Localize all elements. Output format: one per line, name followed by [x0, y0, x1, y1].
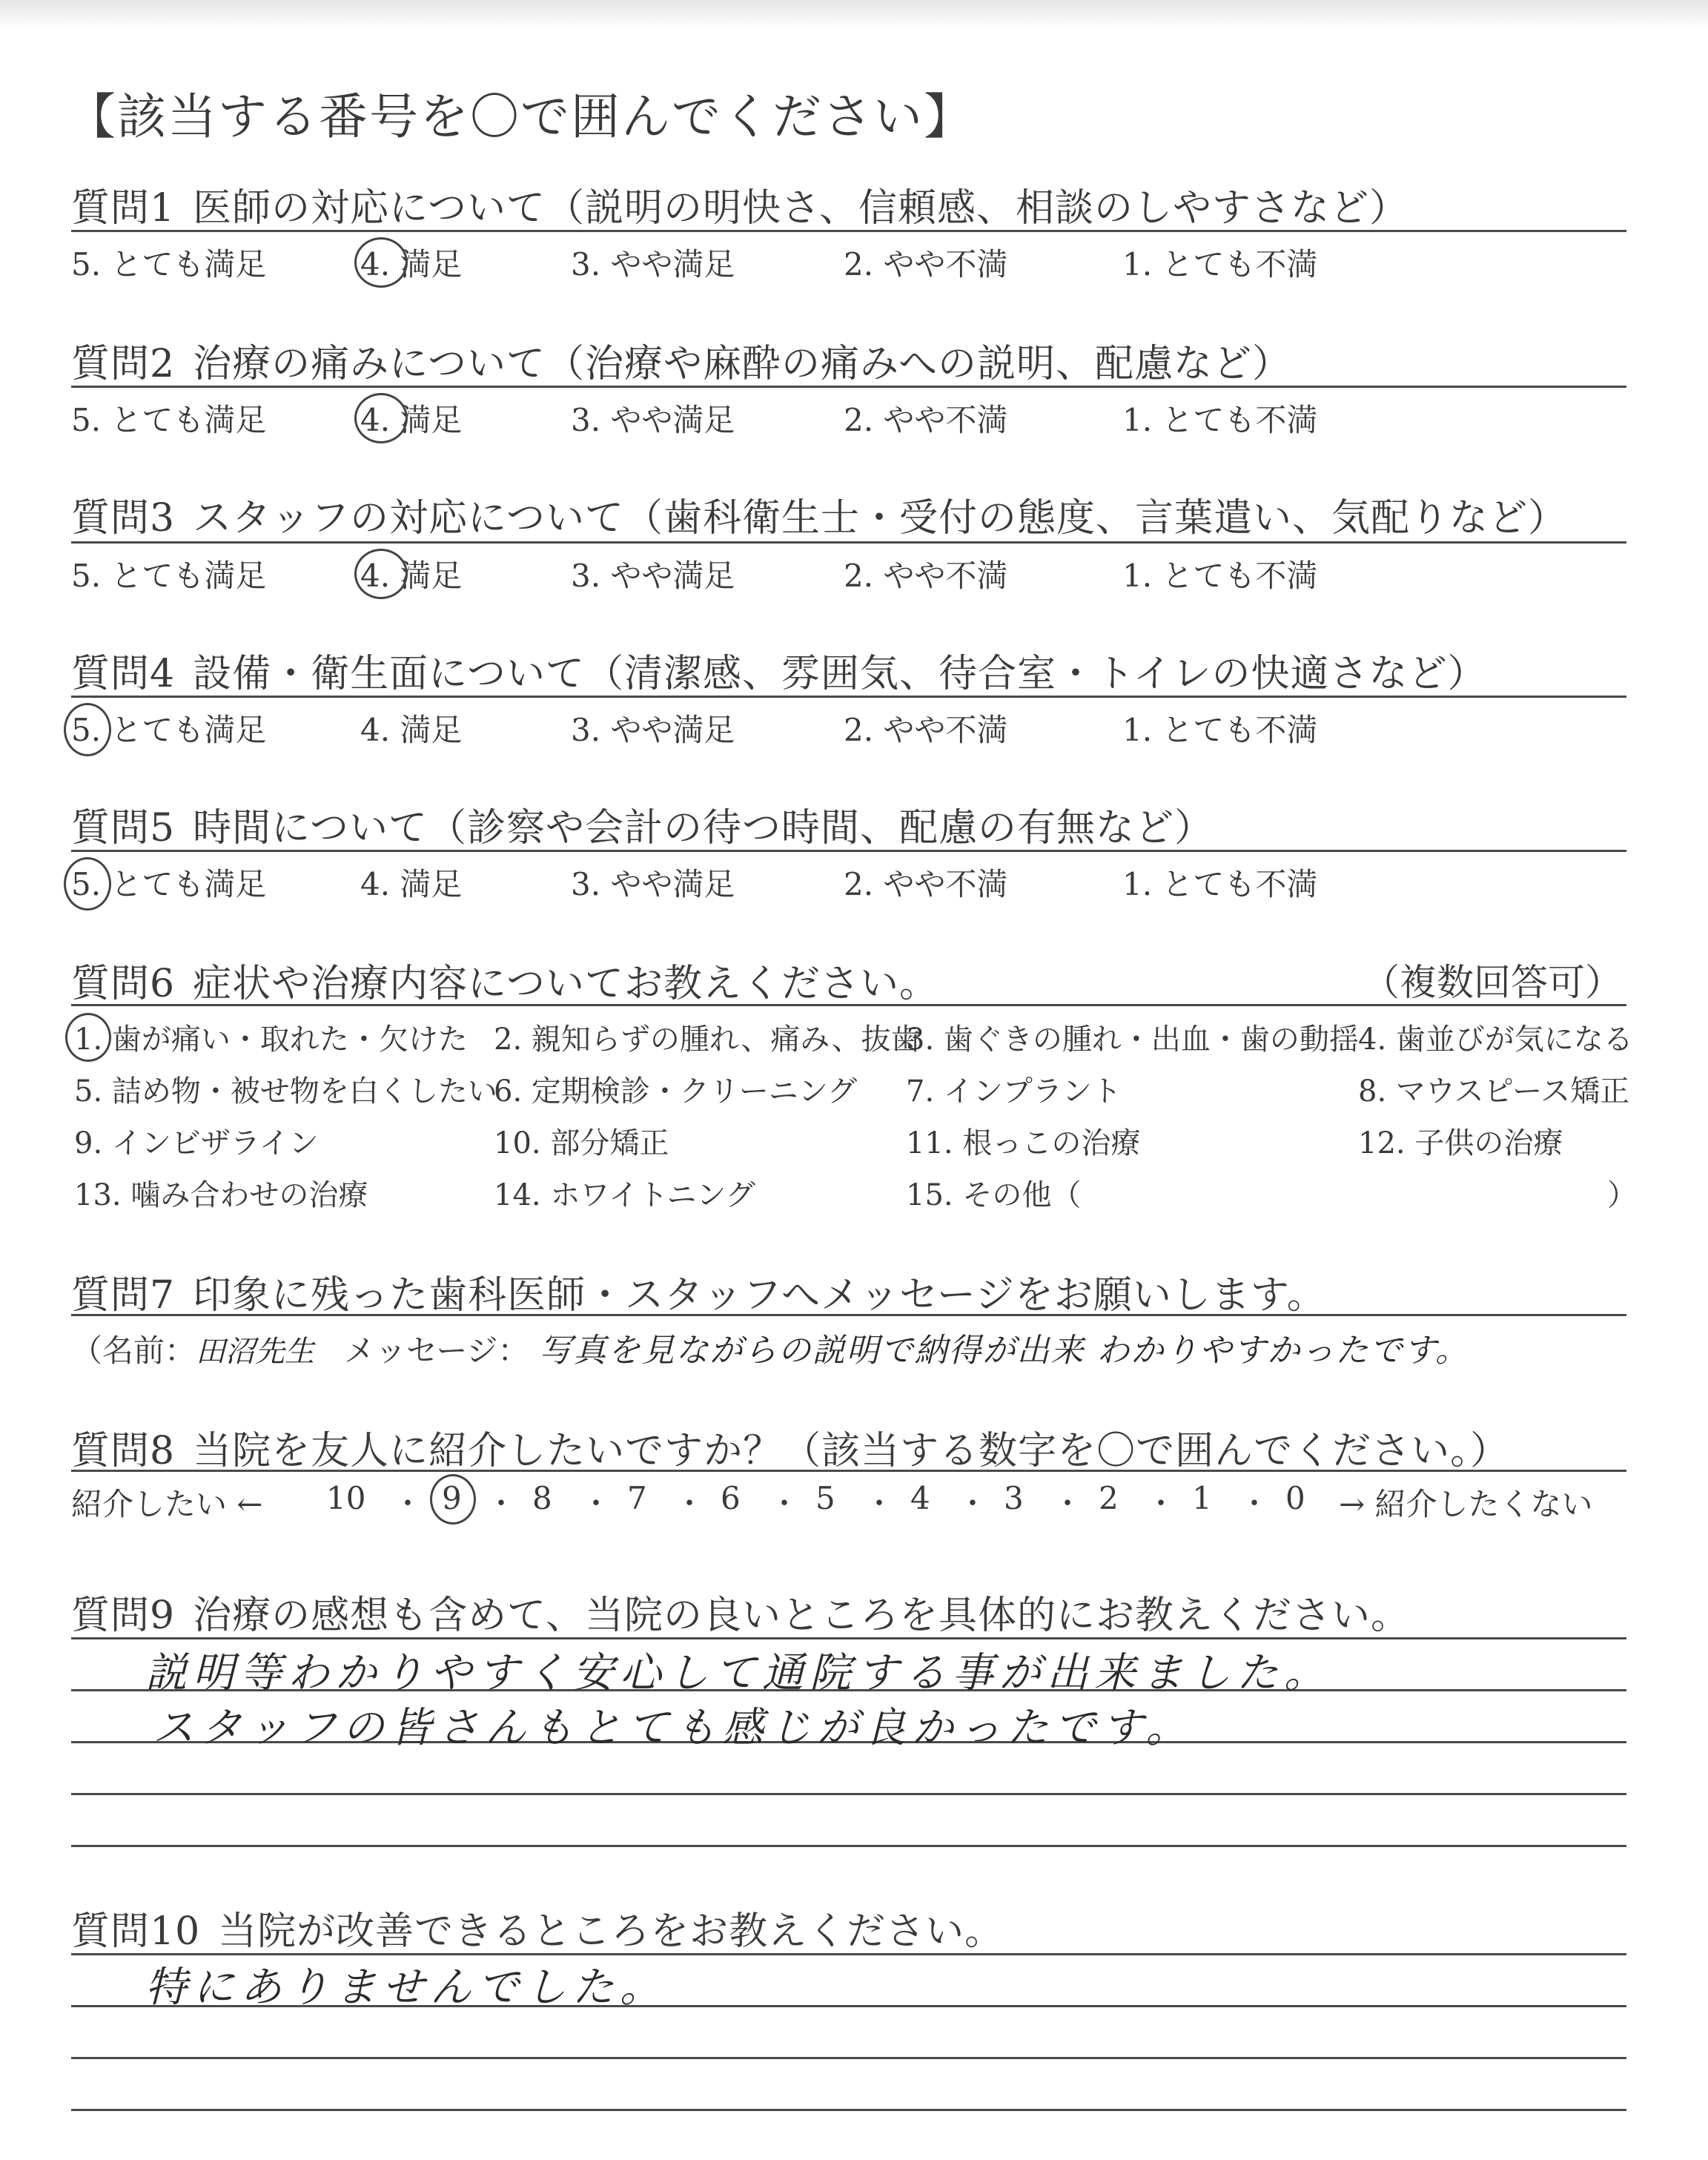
q8-scale-4[interactable]: 4 — [910, 1480, 930, 1516]
q8-scale-0[interactable]: 0 — [1285, 1480, 1305, 1516]
q8-scale-2[interactable]: 2 — [1099, 1480, 1119, 1516]
question-10-label: 質問10 — [71, 1909, 201, 1954]
question-9-text: 治療の感想も含めて、当院の良いところを具体的にお教えください。 — [193, 1593, 1411, 1638]
q8-scale-6[interactable]: 6 — [721, 1480, 741, 1516]
q10-handwriting-line-1: 特にありませんでした。 — [145, 1964, 667, 2012]
question-10 — [71, 1900, 1004, 1955]
q6-item-4[interactable]: 4. 歯並びが気になる — [1358, 1023, 1633, 1057]
q8-scale-1[interactable]: 1 — [1192, 1480, 1212, 1516]
q2-option-5[interactable]: 5. とても満足 — [71, 402, 267, 438]
separator-dot: ・ — [864, 1487, 894, 1521]
separator-dot: ・ — [486, 1487, 516, 1521]
q1-option-5[interactable]: 5. とても満足 — [71, 246, 267, 283]
question-1 — [71, 176, 1409, 232]
divider — [71, 230, 1626, 232]
divider — [71, 1314, 1626, 1316]
question-5-text: 時間について（診察や会計の待つ時間、配慮の有無など） — [193, 806, 1214, 851]
q6-item-11[interactable]: 11. 根っこの治療 — [906, 1126, 1141, 1160]
question-3 — [71, 486, 1567, 542]
q8-scale-7[interactable]: 7 — [627, 1480, 647, 1516]
form-title: 【該当する番号を〇で囲んでください】 — [67, 88, 974, 145]
question-6-text: 症状や治療内容についてお教えください。 — [193, 962, 939, 1006]
divider — [71, 1004, 1626, 1006]
question-4-label: 質問4 — [71, 652, 176, 696]
q7-message-handwriting: 写真を見ながらの説明で納得が出来 わかりやすかったです。 — [539, 1332, 1469, 1370]
q4-option-4[interactable]: 4. 満足 — [360, 712, 463, 748]
answer-line — [71, 1637, 1626, 1639]
selection-circle — [64, 703, 111, 756]
q5-option-1[interactable]: 1. とても不満 — [1122, 866, 1318, 902]
selection-circle — [65, 1013, 111, 1062]
q6-item-6[interactable]: 6. 定期検診・クリーニング — [494, 1074, 858, 1109]
q8-scale-3[interactable]: 3 — [1004, 1480, 1024, 1516]
q6-item-9[interactable]: 9. インビザライン — [74, 1126, 319, 1160]
question-2-text: 治療の痛みについて（治療や麻酔の痛みへの説明、配慮など） — [193, 342, 1292, 386]
question-4-text: 設備・衛生面について（清潔感、雰囲気、待合室・トイレの快適さなど） — [193, 652, 1487, 696]
divider — [71, 1470, 1626, 1472]
selection-circle — [354, 393, 408, 443]
question-3-label: 質問3 — [71, 496, 176, 541]
question-10-text: 当院が改善できるところをお教えください。 — [218, 1909, 1004, 1954]
q8-scale-5[interactable]: 5 — [815, 1480, 835, 1516]
question-8-text: 当院を友人に紹介したいですか？（該当する数字を〇で囲んでください。） — [193, 1429, 1510, 1473]
q7-name-prefix: （名前： — [71, 1332, 196, 1369]
q3-option-3[interactable]: 3. やや満足 — [571, 558, 735, 594]
q3-option-1[interactable]: 1. とても不満 — [1122, 558, 1318, 594]
separator-dot: ・ — [1053, 1487, 1082, 1521]
q8-right-label: → 紹介したくない — [1339, 1486, 1593, 1522]
selection-circle — [354, 237, 408, 288]
question-9-label: 質問9 — [71, 1593, 176, 1638]
q2-option-2[interactable]: 2. やや不満 — [844, 402, 1008, 438]
q6-item-15[interactable]: 15. その他（ — [906, 1178, 1082, 1212]
separator-dot: ・ — [1239, 1487, 1269, 1521]
question-5-label: 質問5 — [71, 806, 176, 851]
q8-scale-9[interactable]: 9 — [442, 1480, 462, 1516]
q6-item-2[interactable]: 2. 親知らずの腫れ、痛み、抜歯 — [494, 1023, 921, 1057]
question-5 — [71, 796, 1214, 852]
divider — [71, 386, 1626, 388]
scan-top-edge — [0, 0, 1708, 30]
q9-handwriting-line-2: スタッフの皆さんもとても感じが良かったです。 — [153, 1704, 1194, 1752]
question-7 — [71, 1264, 1326, 1319]
q6-item-10[interactable]: 10. 部分矯正 — [494, 1126, 669, 1160]
q7-name-handwriting: 田沼先生 — [196, 1335, 315, 1369]
q6-other-close-paren: ） — [1607, 1178, 1637, 1212]
answer-line — [71, 1845, 1626, 1847]
question-6-note: （複数回答可） — [1363, 961, 1622, 1004]
separator-dot: ・ — [1146, 1487, 1176, 1521]
question-8-label: 質問8 — [71, 1429, 176, 1473]
separator-dot: ・ — [393, 1487, 423, 1521]
selection-circle — [430, 1474, 476, 1525]
q6-item-3[interactable]: 3. 歯ぐきの腫れ・出血・歯の動揺 — [906, 1023, 1359, 1057]
q6-item-1[interactable]: 1. 歯が痛い・取れた・欠けた — [74, 1023, 468, 1057]
q8-left-label: 紹介したい ← — [71, 1486, 263, 1522]
question-1-label: 質問1 — [71, 186, 176, 231]
q1-option-4[interactable]: 4. 満足 — [360, 246, 463, 283]
q6-item-14[interactable]: 14. ホワイトニング — [494, 1178, 755, 1212]
question-6 — [71, 952, 939, 1008]
separator-dot: ・ — [769, 1487, 799, 1521]
divider — [71, 541, 1626, 544]
answer-line — [71, 2057, 1626, 2059]
divider — [71, 850, 1626, 852]
question-7-text: 印象に残った歯科医師・スタッフへメッセージをお願いします。 — [193, 1273, 1326, 1318]
answer-line — [71, 2109, 1626, 2111]
q2-option-4[interactable]: 4. 満足 — [360, 402, 463, 438]
q8-scale-10[interactable]: 10 — [326, 1480, 366, 1516]
question-7-label: 質問7 — [71, 1273, 176, 1318]
q6-item-5[interactable]: 5. 詰め物・被せ物を白くしたい — [74, 1074, 497, 1109]
q4-option-2[interactable]: 2. やや不満 — [844, 712, 1008, 748]
q1-option-2[interactable]: 2. やや不満 — [844, 246, 1008, 283]
separator-dot: ・ — [675, 1487, 704, 1521]
q1-option-1[interactable]: 1. とても不満 — [1122, 246, 1318, 283]
answer-line — [71, 1793, 1626, 1795]
question-2 — [71, 332, 1291, 388]
q4-option-5[interactable]: 5. とても満足 — [71, 712, 267, 748]
q6-item-7[interactable]: 7. インプラント — [906, 1074, 1122, 1109]
selection-circle — [64, 857, 111, 911]
q3-option-2[interactable]: 2. やや不満 — [844, 558, 1008, 594]
question-9 — [71, 1584, 1410, 1639]
q7-message-prefix: メッセージ： — [344, 1332, 529, 1369]
q4-option-3[interactable]: 3. やや満足 — [571, 712, 735, 748]
q5-option-5[interactable]: 5. とても満足 — [71, 866, 267, 902]
question-4 — [71, 642, 1486, 698]
question-1-text: 医師の対応について（説明の明快さ、信頼感、相談のしやすさなど） — [193, 186, 1409, 231]
question-3-text: スタッフの対応について（歯科衛生士・受付の態度、言葉遣い、気配りなど） — [193, 496, 1568, 541]
q2-option-1[interactable]: 1. とても不満 — [1122, 402, 1318, 438]
q6-item-12[interactable]: 12. 子供の治療 — [1358, 1126, 1563, 1160]
q3-option-4[interactable]: 4. 満足 — [360, 558, 463, 594]
separator-dot: ・ — [581, 1487, 611, 1521]
q1-option-3[interactable]: 3. やや満足 — [571, 246, 735, 283]
q5-option-2[interactable]: 2. やや不満 — [844, 866, 1008, 902]
question-8 — [71, 1419, 1509, 1475]
q8-scale-8[interactable]: 8 — [532, 1480, 552, 1516]
q5-option-4[interactable]: 4. 満足 — [360, 866, 463, 902]
question-6-label: 質問6 — [71, 962, 176, 1006]
q7-answer-line — [71, 1324, 1469, 1371]
divider — [71, 696, 1626, 698]
q5-option-3[interactable]: 3. やや満足 — [571, 866, 735, 902]
q6-item-8[interactable]: 8. マウスピース矯正 — [1358, 1074, 1630, 1109]
q2-option-3[interactable]: 3. やや満足 — [571, 402, 735, 438]
selection-circle — [354, 549, 408, 599]
q6-item-13[interactable]: 13. 噛み合わせの治療 — [74, 1178, 368, 1212]
q3-option-5[interactable]: 5. とても満足 — [71, 558, 267, 594]
q9-handwriting-line-1: 説明等わかりやすく安心して通院する事が出来ました。 — [145, 1649, 1331, 1697]
question-2-label: 質問2 — [71, 342, 176, 386]
q4-option-1[interactable]: 1. とても不満 — [1122, 712, 1318, 748]
separator-dot: ・ — [958, 1487, 987, 1521]
